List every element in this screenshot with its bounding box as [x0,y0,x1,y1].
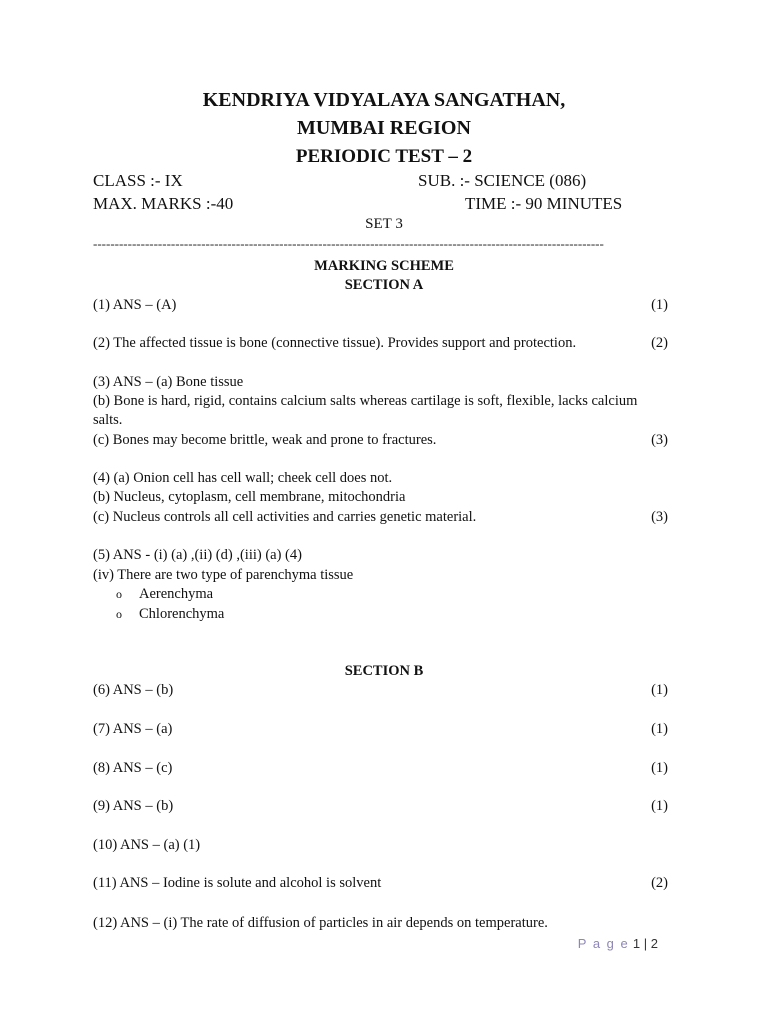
q2-answer: (2) The affected tissue is bone (connective tissue). Provides support and protection. [93,335,577,351]
list-item: Chlorenchyma [139,606,225,622]
q5-answer: (5) ANS - (i) (a) ,(ii) (d) ,(iii) (a) (4) [93,547,302,563]
q3-part-a: (3) ANS – (a) Bone tissue [93,374,244,390]
max-marks-label: MAX. MARKS :-40 [93,194,234,213]
q4-part-a: (4) (a) Onion cell has cell wall; cheek cell does not. [93,470,393,486]
list-item: Aerenchyma [139,586,214,602]
q1-answer: (1) ANS – (A) [93,297,177,313]
q10-answer: (10) ANS – (a) (1) [93,837,201,853]
page-footer [578,936,658,951]
bullet-marker: o [116,587,122,601]
bullet-marker: o [116,607,122,621]
divider-line: ---------------------------------------------------------------------------------------------------------------------- [93,236,604,251]
q6-answer: (6) ANS – (b) [93,682,174,698]
time-label: TIME :- 90 MINUTES [465,194,623,213]
page-separator: | [643,936,648,951]
marking-scheme-title: MARKING SCHEME [314,258,454,274]
q4-marks: (3) [651,509,668,525]
q2-marks: (2) [651,335,668,351]
q11-answer: (11) ANS – Iodine is solute and alcohol is solvent [93,875,382,891]
q7-marks: (1) [651,721,668,737]
q6-marks: (1) [651,682,668,698]
q1-marks: (1) [651,297,668,313]
total-pages: 2 [650,936,658,951]
page-number: 1 [632,936,641,951]
q4-part-c: (c) Nucleus controls all cell activities and carries genetic material. [93,509,477,525]
q3-part-b-cont: salts. [93,412,123,428]
org-title: KENDRIYA VIDYALAYA SANGATHAN, [202,89,566,111]
q7-answer: (7) ANS – (a) [93,721,173,737]
class-label: CLASS :- IX [93,171,183,190]
set-label: SET 3 [365,216,403,232]
test-title: PERIODIC TEST – 2 [295,146,473,167]
q9-answer: (9) ANS – (b) [93,798,174,814]
section-b-heading: SECTION B [344,663,424,679]
q5-part-iv: (iv) There are two type of parenchyma tissue [93,567,354,583]
section-a-heading: SECTION A [344,277,424,293]
q3-part-b: (b) Bone is hard, rigid, contains calcium salts whereas cartilage is soft, flexible, lacks calcium [93,393,638,409]
page-word: P a g e [577,936,630,951]
q8-answer: (8) ANS – (c) [93,760,173,776]
region-title: MUMBAI REGION [297,117,471,139]
q9-marks: (1) [651,798,668,814]
q3-part-c: (c) Bones may become brittle, weak and prone to fractures. [93,432,437,448]
subject-label: SUB. :- SCIENCE (086) [418,171,587,190]
q3-marks: (3) [651,432,668,448]
q11-marks: (2) [651,875,668,891]
q4-part-b: (b) Nucleus, cytoplasm, cell membrane, mitochondria [93,489,406,505]
q12-answer: (12) ANS – (i) The rate of diffusion of particles in air depends on temperature. [93,915,548,931]
q8-marks: (1) [651,760,668,776]
